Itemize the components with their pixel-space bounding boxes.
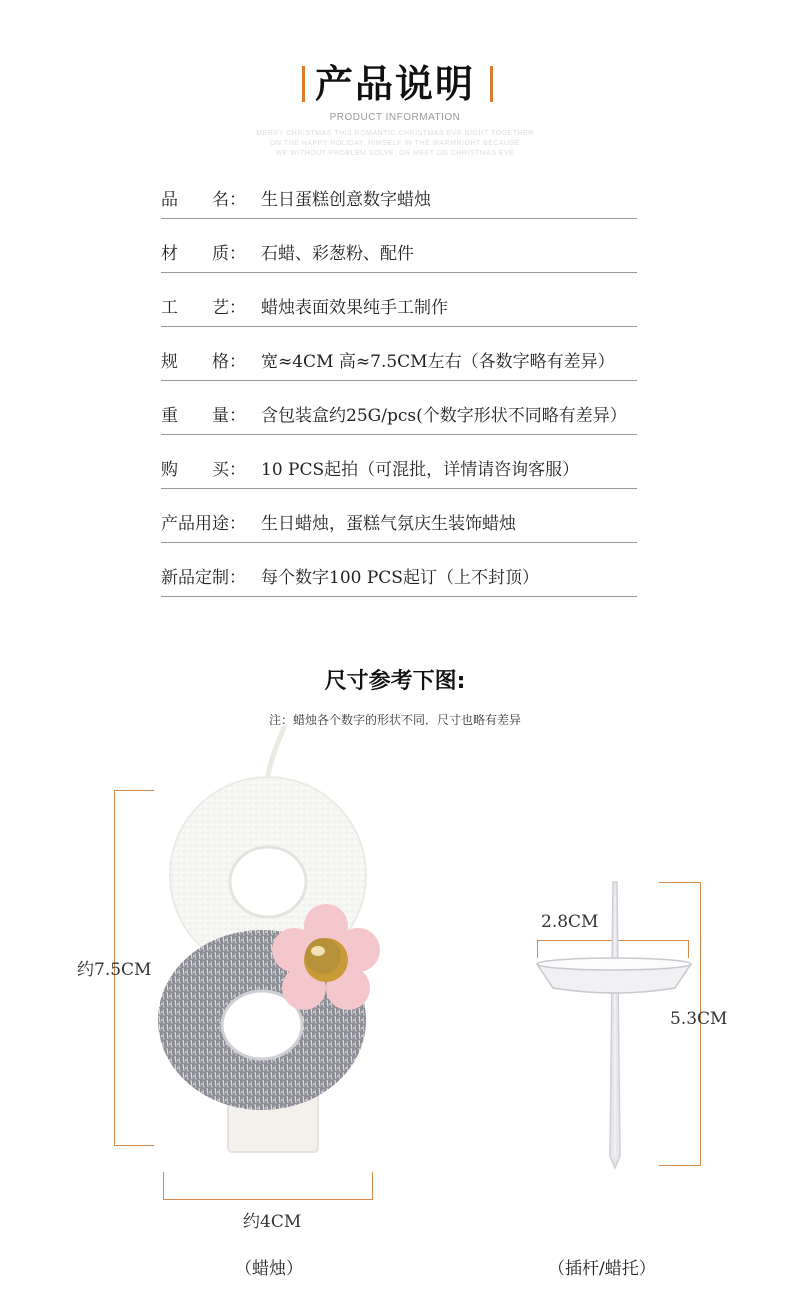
section-header bbox=[0, 58, 790, 159]
holder-width-label: 2.8CM bbox=[541, 912, 599, 932]
spec-value: 生日蜡烛，蛋糕气氛庆生装饰蜡烛 bbox=[261, 514, 516, 534]
candle-height-label: 约7.5CM bbox=[77, 960, 152, 980]
spec-value: 生日蛋糕创意数字蜡烛 bbox=[261, 190, 431, 210]
candle-width-label: 约4CM bbox=[243, 1212, 302, 1232]
size-section-note: 注：蜡烛各个数字的形状不同．尺寸也略有差异 bbox=[268, 713, 521, 727]
holder-image bbox=[525, 876, 705, 1176]
size-section-title: 尺寸参考下图: bbox=[324, 669, 466, 694]
spec-value: 宽≈4CM 高≈7.5CM左右（各数字略有差异） bbox=[261, 352, 615, 372]
decorative-text bbox=[0, 129, 790, 159]
spec-key: 规 格： bbox=[161, 352, 246, 372]
candle-height-line-top bbox=[114, 790, 154, 791]
spec-row-size bbox=[161, 327, 637, 381]
candle-image bbox=[150, 720, 390, 1160]
spec-row-usage bbox=[161, 489, 637, 543]
holder-caption: （插杆/蜡托） bbox=[548, 1259, 656, 1279]
spec-row-name bbox=[161, 183, 637, 219]
spec-row-weight bbox=[161, 381, 637, 435]
spec-value: 蜡烛表面效果纯手工制作 bbox=[261, 298, 448, 318]
spec-value: 含包装盒约25G/pcs(个数字形状不同略有差异） bbox=[261, 406, 627, 426]
spec-key: 品 名： bbox=[161, 190, 246, 210]
spec-key: 材 质： bbox=[161, 244, 246, 264]
title-bar-right bbox=[490, 66, 493, 102]
candle-caption: （蜡烛） bbox=[235, 1259, 303, 1279]
title-bar-left bbox=[302, 66, 305, 102]
page-subtitle: PRODUCT INFORMATION bbox=[329, 112, 461, 123]
decorative-line: MERRY CHRISTMAS THIS ROMANTIC CHRISTMAS EVE NIGHT TOGETHER bbox=[256, 130, 534, 137]
decorative-line: ON THE HAPPY HOLIDAY, HIMSELF IN THE WARMNIGHT BECAUSE bbox=[269, 140, 520, 147]
spec-key: 购 买： bbox=[161, 460, 246, 480]
spec-key: 工 艺： bbox=[161, 298, 246, 318]
spec-row-craft bbox=[161, 273, 637, 327]
spec-key: 产品用途： bbox=[161, 514, 246, 534]
page-title: 产品说明 bbox=[314, 62, 475, 106]
candle-width-line-horizontal bbox=[163, 1199, 373, 1200]
spec-key: 重 量： bbox=[161, 406, 246, 426]
spec-row-custom bbox=[161, 543, 637, 597]
decorative-line: WE WITHOUT PROBLEM SOLVE, OR MEET ON CHRISTMAS EVE bbox=[275, 150, 515, 157]
holder-height-label: 5.3CM bbox=[670, 1009, 728, 1029]
spec-list bbox=[161, 183, 637, 597]
spec-row-purchase bbox=[161, 435, 637, 489]
spec-value: 每个数字100 PCS起订（上不封顶） bbox=[261, 568, 539, 588]
spec-value: 10 PCS起拍（可混批，详情请咨询客服） bbox=[261, 460, 580, 480]
candle-width-line-left bbox=[163, 1172, 164, 1200]
candle-height-line-bottom bbox=[114, 1145, 154, 1146]
spec-row-material bbox=[161, 219, 637, 273]
spec-value: 石蜡、彩葱粉、配件 bbox=[261, 244, 414, 264]
candle-width-line-right bbox=[372, 1172, 373, 1200]
spec-key: 新品定制： bbox=[161, 568, 246, 588]
